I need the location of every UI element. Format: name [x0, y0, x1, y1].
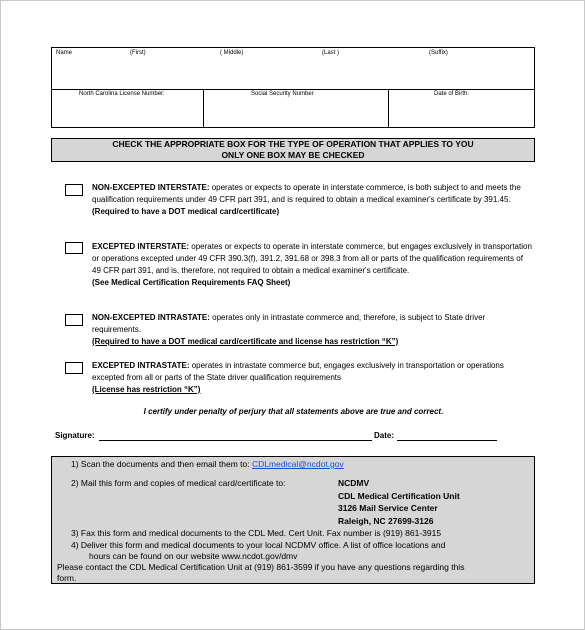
- option-title: EXCEPTED INTRASTATE:: [92, 361, 190, 370]
- address-line-4: Raleigh, NC 27699-3126: [338, 516, 434, 526]
- option-text: [92, 182, 532, 218]
- option-title: NON-EXCEPTED INTRASTATE:: [92, 313, 210, 322]
- option-note: (Required to have a DOT medical card/certificate and license has restriction “K”): [92, 337, 399, 346]
- option-title: NON-EXCEPTED INTERSTATE:: [92, 183, 210, 192]
- submission-instructions-box: [51, 456, 535, 584]
- option-note: (Required to have a DOT medical card/certificate): [92, 207, 280, 216]
- option-note: (See Medical Certification Requirements FAQ Sheet): [92, 278, 291, 287]
- signature-label: Signature:: [55, 431, 95, 440]
- middle-name-label: ( Middle): [220, 50, 244, 56]
- name-row[interactable]: [52, 48, 534, 90]
- address-line-1: NCDMV: [338, 478, 370, 488]
- dob-field[interactable]: [389, 89, 534, 127]
- email-link[interactable]: CDLmedical@ncdot.gov: [251, 459, 344, 469]
- option-body: operates or expects to operate in interstate commerce, is both subject to and meets the qualification requirements under 49 CFR part 391, and is required to obtain a medical examiner's certificate by 391.45.: [92, 183, 521, 204]
- step-4: 4) Deliver this form and medical documents to your local NCDMV office. A list of office locations and: [71, 540, 446, 550]
- ssn-label: Social Security Number: [251, 91, 314, 97]
- name-label: Name: [56, 50, 73, 56]
- option-note: (License has restriction “K”): [92, 385, 201, 394]
- last-name-label: (Last ): [322, 50, 340, 56]
- step-1: [71, 459, 344, 470]
- header-line-1: CHECK THE APPROPRIATE BOX FOR THE TYPE OF OPERATION THAT APPLIES TO YOU: [112, 139, 474, 149]
- id-row: [52, 89, 534, 127]
- date-label: Date:: [374, 431, 395, 440]
- step-4-continued: hours can be found on our website www.ncdot.gov/dmv: [89, 551, 298, 561]
- option-text: [92, 312, 532, 348]
- operation-type-header: [51, 138, 535, 162]
- option-body: operates in intrastate commerce but, engages exclusively in transportation or operations excepted from all or parts of the State driver qualification requirements: [92, 361, 504, 382]
- date-field[interactable]: [397, 440, 497, 441]
- address-line-2: CDL Medical Certification Unit: [338, 491, 460, 501]
- first-name-label: (First): [130, 50, 146, 56]
- license-number-label: North Carolina License Number:: [79, 91, 165, 97]
- dob-label: Date of Birth:: [434, 91, 470, 97]
- non-excepted-intrastate-checkbox[interactable]: [65, 314, 83, 326]
- address-line-3: 3126 Mail Service Center: [338, 503, 438, 513]
- step-3: 3) Fax this form and medical documents to the CDL Med. Cert Unit. Fax number is (919) 861-3915: [71, 528, 442, 538]
- certification-statement: I certify under penalty of perjury that all statements above are true and correct.: [143, 407, 444, 416]
- driver-info-box: [51, 47, 535, 128]
- excepted-intrastate-checkbox[interactable]: [65, 362, 83, 374]
- suffix-label: (Suffix): [429, 50, 448, 56]
- option-body: operates or expects to operate in interstate commerce, but engages exclusively in transportation or operations excepted under 49 CFR 390.3(f), 391.2, 391.68 or 398.3 from all or parts of the qualification requirements of 49 CFR part 391, and is, therefore, not required to obtain a medical examiner's certificate.: [92, 242, 532, 275]
- ssn-field[interactable]: [204, 89, 388, 127]
- option-body: operates only in intrastate commerce and, therefore, is subject to State driver requirements.: [92, 313, 486, 334]
- step-1-text: 1) Scan the documents and then email them to:: [71, 459, 252, 469]
- option-text: [92, 241, 532, 289]
- license-number-field[interactable]: [52, 89, 203, 127]
- excepted-interstate-checkbox[interactable]: [65, 242, 83, 254]
- header-line-2: ONLY ONE BOX MAY BE CHECKED: [221, 150, 365, 160]
- contact-line-1: Please contact the CDL Medical Certification Unit at (919) 861-3599 if you have any questions regarding this: [57, 562, 465, 572]
- contact-line-2: form.: [57, 573, 77, 583]
- option-text: [92, 360, 532, 396]
- signature-field[interactable]: [99, 440, 372, 441]
- non-excepted-interstate-checkbox[interactable]: [65, 184, 83, 196]
- option-title: EXCEPTED INTERSTATE:: [92, 242, 190, 251]
- step-2: 2) Mail this form and copies of medical card/certificate to:: [71, 478, 286, 488]
